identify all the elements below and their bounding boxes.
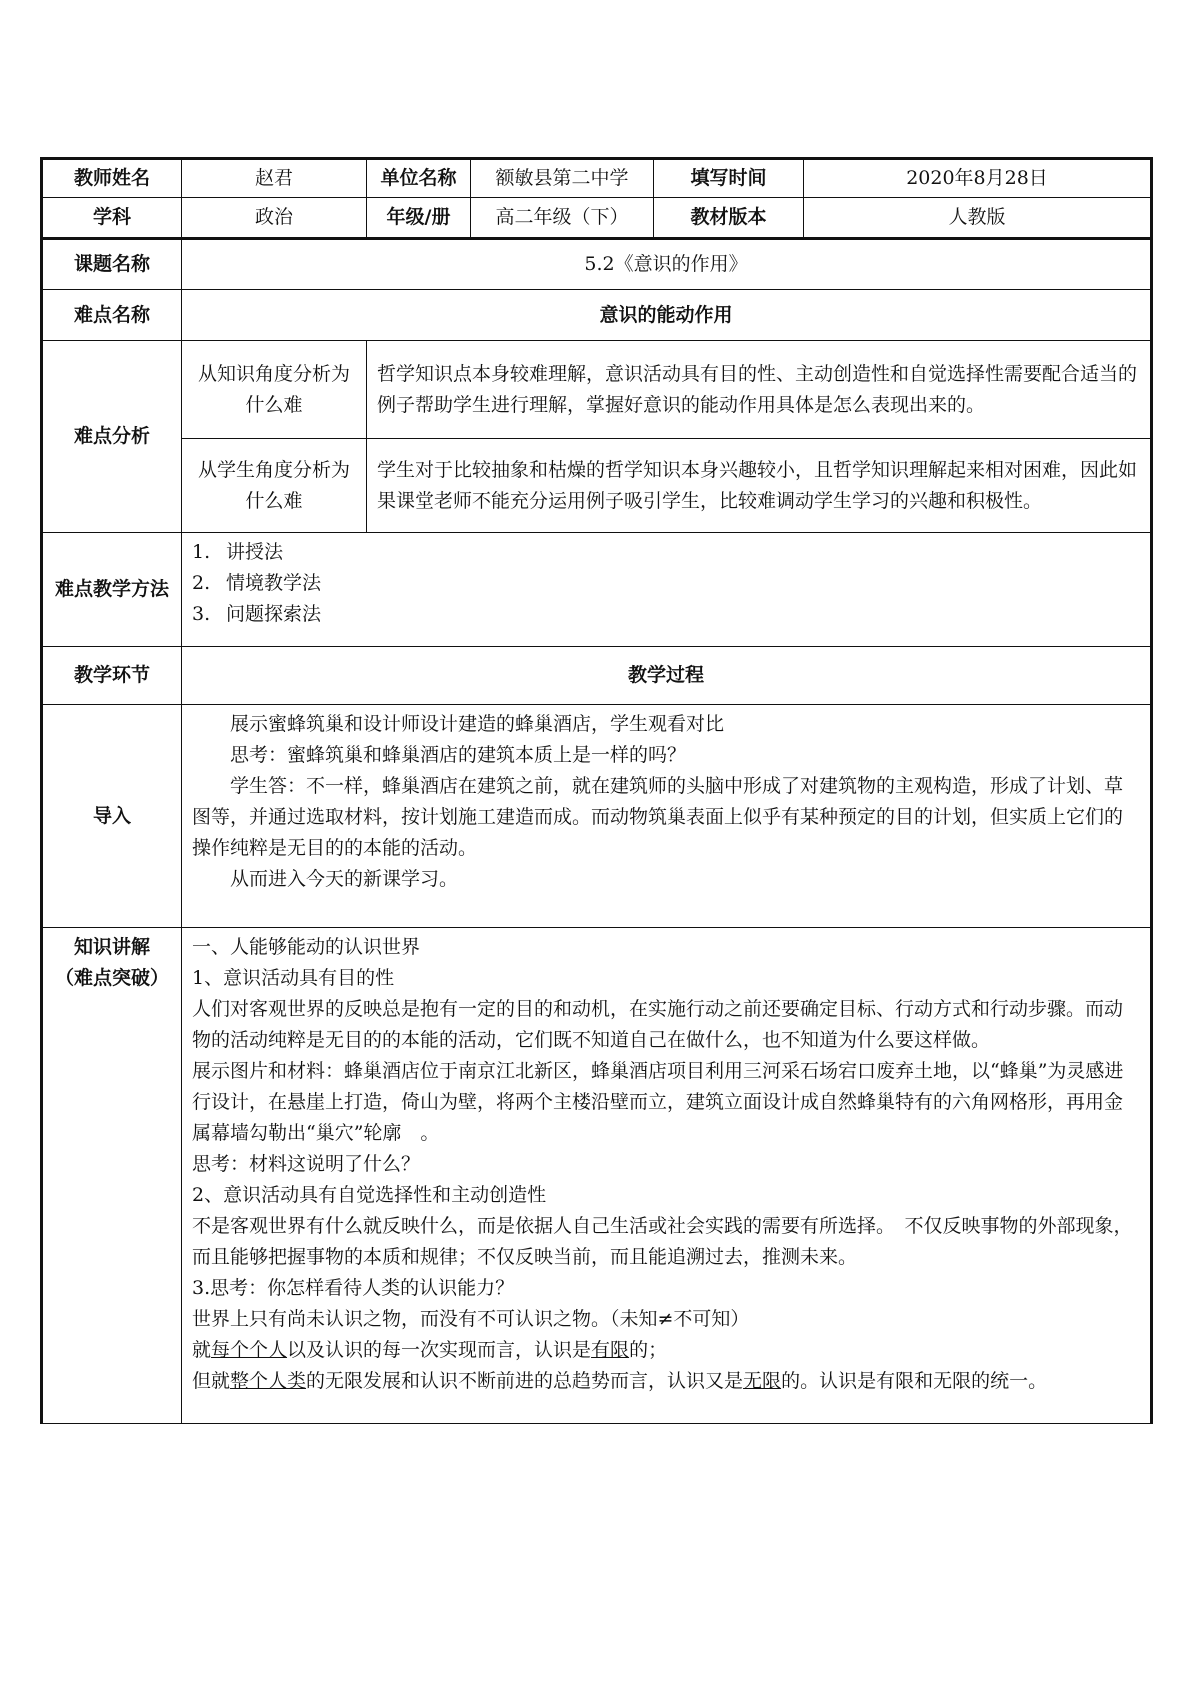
method-text: 情境教学法 (226, 572, 322, 594)
knowledge-subheading: 2、意识活动具有自觉选择性和主动创造性 (192, 1184, 547, 1206)
topic-value: 5.2《意识的作用》 (182, 239, 1152, 290)
student-angle-label: 从学生角度分析为什么难 (182, 439, 367, 533)
underlined-text: 有限 (591, 1339, 630, 1361)
knowledge-paragraph (192, 1335, 1140, 1366)
teacher-name: 赵君 (182, 159, 367, 198)
knowledge-heading: 一、人能够能动的认识世界 (192, 936, 421, 958)
intro-label: 导入 (42, 705, 182, 928)
knowledge-paragraph: 不是客观世界有什么就反映什么，而是依据人自己生活或社会实践的需要有所选择。 不仅反映事物的外部现象，而且能够把握事物的本质和规律；不仅反映当前，而且能追溯过去，推测未来。 (192, 1215, 1133, 1268)
student-angle-text: 学生对于比较抽象和枯燥的哲学知识本身兴趣较小，且哲学知识理解起来相对困难，因此如果课堂老师不能充分运用例子吸引学生，比较难调动学生学习的兴趣和积极性。 (367, 439, 1152, 533)
underlined-text: 每个个人 (211, 1339, 288, 1361)
fill-date: 2020年8月28日 (804, 159, 1152, 198)
process-header-row (42, 647, 1152, 705)
knowledge-label-line: 知识讲解 (73, 936, 150, 958)
intro-paragraph: 从而进入今天的新课学习。 (192, 868, 459, 890)
info-row-2 (42, 198, 1152, 239)
method-item (192, 599, 1140, 630)
method-num: 2. (192, 572, 211, 594)
process-step-label: 教学环节 (42, 647, 182, 705)
intro-paragraph: 学生答：不一样，蜂巢酒店在建筑之前，就在建筑师的头脑中形成了对建筑物的主观构造，形成了计划、草图等，并通过选取材料，按计划施工建造而成。而动物筑巢表面上似乎有某种预定的目的计划，但实质上它们的操作纯粹是无目的的本能的活动。 (192, 775, 1124, 859)
method-text: 问题探索法 (226, 603, 322, 625)
process-header-value: 教学过程 (182, 647, 1152, 705)
methods-row (42, 533, 1152, 647)
topic-row (42, 239, 1152, 290)
knowledge-label (42, 928, 182, 1424)
underlined-text: 无限 (743, 1370, 782, 1392)
method-item (192, 568, 1140, 599)
subject-label: 学科 (42, 198, 182, 239)
knowledge-paragraph: 世界上只有尚未认识之物，而没有不可认识之物。（未知≠不可知） (192, 1308, 750, 1330)
edition-label: 教材版本 (654, 198, 804, 239)
knowledge-row (42, 928, 1152, 1424)
method-text: 讲授法 (226, 541, 284, 563)
unit-name: 额敏县第二中学 (471, 159, 654, 198)
knowledge-paragraph: 展示图片和材料：蜂巢酒店位于南京江北新区，蜂巢酒店项目利用三河采石场宕口废弃土地，以“蜂巢”为灵感进行设计，在悬崖上打造，倚山为壁，将两个主楼沿壁而立，建筑立面设计成自然蜂巢特有的六角网格形，再用金属幕墙勾勒出“巢穴”轮廓 。 (192, 1060, 1124, 1144)
knowledge-subheading: 1、意识活动具有目的性 (192, 967, 395, 989)
intro-row (42, 705, 1152, 928)
info-row-1 (42, 159, 1152, 198)
knowledge-question: 3.思考：你怎样看待人类的认识能力？ (192, 1277, 515, 1299)
edition-value: 人教版 (804, 198, 1152, 239)
difficulty-value: 意识的能动作用 (182, 290, 1152, 341)
knowledge-angle-text: 哲学知识点本身较难理解，意识活动具有目的性、主动创造性和自觉选择性需要配合适当的例子帮助学生进行理解，掌握好意识的能动作用具体是怎么表现出来的。 (367, 341, 1152, 439)
teacher-label: 教师姓名 (42, 159, 182, 198)
knowledge-question: 思考：材料这说明了什么？ (192, 1153, 421, 1175)
grade-value: 高二年级（下） (471, 198, 654, 239)
topic-label: 课题名称 (42, 239, 182, 290)
intro-content (182, 705, 1152, 928)
grade-label: 年级/册 (367, 198, 471, 239)
analysis-row-student (42, 439, 1152, 533)
knowledge-content (182, 928, 1152, 1424)
text-run: 以及认识的每一次实现而言，认识是 (287, 1339, 592, 1361)
text-run: 的； (629, 1339, 668, 1361)
underlined-text: 整个人类 (230, 1370, 307, 1392)
difficulty-row (42, 290, 1152, 341)
unit-label: 单位名称 (367, 159, 471, 198)
methods-list (182, 533, 1152, 647)
intro-paragraph: 思考：蜜蜂筑巢和蜂巢酒店的建筑本质上是一样的吗？ (192, 744, 687, 766)
knowledge-angle-label: 从知识角度分析为什么难 (182, 341, 367, 439)
text-run: 就 (192, 1339, 212, 1361)
difficulty-label: 难点名称 (42, 290, 182, 341)
text-run: 的无限发展和认识不断前进的总趋势而言，认识又是 (306, 1370, 744, 1392)
lesson-plan-sheet (40, 157, 1150, 1424)
text-run: 但就 (192, 1370, 231, 1392)
knowledge-label-line: （难点突破） (54, 967, 169, 989)
methods-label: 难点教学方法 (42, 533, 182, 647)
method-num: 1. (192, 541, 211, 563)
analysis-label: 难点分析 (42, 341, 182, 533)
knowledge-paragraph: 人们对客观世界的反映总是抱有一定的目的和动机，在实施行动之前还要确定目标、行动方式和行动步骤。而动物的活动纯粹是无目的的本能的活动，它们既不知道自己在做什么，也不知道为什么要这样做。 (192, 998, 1124, 1051)
text-run: 的。认识是有限和无限的统一。 (781, 1370, 1048, 1392)
analysis-row-knowledge (42, 341, 1152, 439)
method-item (192, 537, 1140, 568)
date-label: 填写时间 (654, 159, 804, 198)
method-num: 3. (192, 603, 211, 625)
lesson-plan-table (40, 157, 1153, 1424)
knowledge-paragraph (192, 1366, 1140, 1397)
intro-paragraph: 展示蜜蜂筑巢和设计师设计建造的蜂巢酒店，学生观看对比 (192, 713, 725, 735)
subject-value: 政治 (182, 198, 367, 239)
